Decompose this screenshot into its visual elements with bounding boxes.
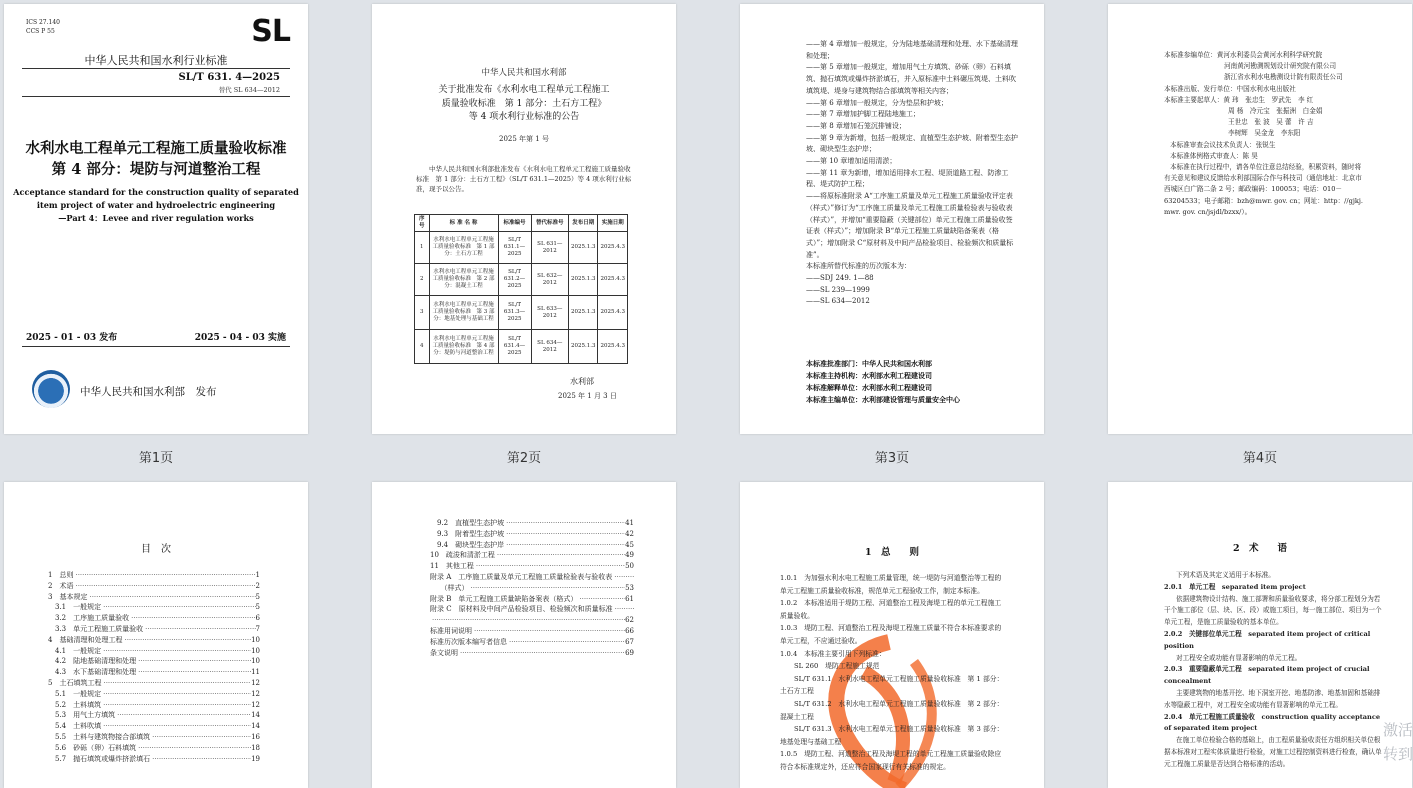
toc-entry-page: 67 — [625, 637, 634, 646]
toc-entry-title: 3.1 一般规定 — [48, 603, 102, 612]
toc-entry[interactable] — [48, 700, 260, 711]
page-label-4: 第4页 — [1242, 451, 1278, 466]
preface-line: ——第 6 章增加一般规定，分为垫层和护坡； — [806, 98, 948, 107]
toc-entry-title: 9.4 砌块型生态护岸 — [430, 540, 505, 549]
toc-entry-title: 5.3 用气土方填筑 — [48, 711, 116, 720]
info-line: 河南黄河勘测规划设计研究院有限公司 — [1224, 62, 1337, 71]
sl-logo: SL — [251, 14, 290, 49]
toc-entry[interactable] — [48, 743, 260, 754]
ccs-text: CCS P 55 — [26, 28, 55, 35]
toc-entry-title: 3 基本规定 — [48, 592, 88, 601]
preface-line: ——第 11 章为新增，增加适用排水工程、堤顶道路工程、防渗工程、堤式防护工程； — [806, 168, 1009, 189]
ann-title-3: 等 4 项水利行业标准的公告 — [468, 112, 580, 122]
clause: SL/T 631.3 水利水电工程单元工程施工质量验收标准 第 3 部分：地基处理与基础工程 — [780, 725, 1004, 746]
page-thumbnail-6[interactable] — [372, 482, 676, 788]
toc-entry-page: 10 — [251, 646, 260, 655]
divider — [22, 68, 290, 69]
toc-leader — [101, 700, 251, 711]
toc-leader — [150, 754, 251, 765]
toc-entry-title: 3.3 单元工程施工质量验收 — [48, 624, 144, 633]
clause: 1.0.2 本标准适用于堤防工程、河道整治工程及海堤工程的单元工程施工质量验收。 — [780, 599, 1002, 620]
table-cell: 水利水电工程单元工程施工质量验收标准 第 2 部分：混凝土工程 — [429, 264, 498, 296]
clause: 1.0.1 为加强水利水电工程施工质量管理，统一堤防与河道整治等工程的单元工程施工质量验收标准，规范单元工程验收工作，制定本标准。 — [780, 574, 1002, 595]
toc-entry[interactable] — [48, 754, 260, 765]
toc-entry-title: 标准用词说明 — [430, 626, 472, 635]
toc-entry[interactable] — [48, 656, 260, 667]
toc-entry-page: 69 — [625, 648, 634, 657]
toc-entry-title: 4 基础清理和处理工程 — [48, 635, 123, 644]
toc-entry[interactable] — [430, 518, 634, 529]
preface-line: ——SDJ 249. 1—88 — [806, 274, 874, 283]
replaces-code: 替代 SL 634—2012 — [218, 86, 280, 94]
table-cell: 水利水电工程单元工程施工质量验收标准 第 4 部分：堤防与河道整治工程 — [429, 330, 498, 364]
toc-entry[interactable] — [48, 624, 260, 635]
table-cell: 4 — [415, 330, 430, 364]
toc-leader — [136, 667, 251, 678]
toc-entry-title: 5.2 土料填筑 — [48, 700, 102, 709]
toc-entry-title: 3.2 工序施工质量验收 — [48, 614, 130, 623]
toc-leader — [472, 626, 625, 637]
toc-leader — [101, 689, 251, 700]
table-cell: 2025.4.3 — [598, 296, 628, 330]
preface-line: ——第 5 章增加一般规定，增加用气土方填筑、砂砾（卵）石料填筑、抛石填筑或爆炸挤淤填石，并入原标准中土料碾压筑堤、土料吹填筑堤、堤身与建筑物结合部填筑等相关内容； — [806, 63, 1016, 95]
clause: 1.0.4 本标准主要引用下列标准： — [780, 649, 886, 658]
toc-entry-page: 2 — [255, 581, 260, 590]
table-row — [415, 296, 628, 330]
toc-leader — [613, 604, 634, 615]
toc-entry-page: 5 — [255, 592, 260, 601]
table-cell: SL 634—2012 — [531, 330, 568, 364]
toc-entry-page: 5 — [255, 603, 260, 612]
table-header: 替代标准号 — [531, 215, 568, 232]
toc-entry-page: 14 — [251, 711, 260, 720]
announcement-title — [372, 84, 676, 125]
en-title-line-3: —Part 4：Levee and river regulation works — [58, 213, 254, 223]
preface-text — [806, 39, 1018, 308]
announcement-head: 中华人民共和国水利部 — [481, 68, 567, 78]
signature-date: 2025 年 1 月 3 日 — [558, 392, 617, 400]
table-of-contents-continued — [430, 518, 634, 658]
page-label-3: 第3页 — [874, 451, 910, 466]
toc-entry-title: 标准历次版本编写者信息 — [430, 637, 507, 646]
page-label-1: 第1页 — [138, 451, 174, 466]
publisher: 中华人民共和国水利部 发布 — [80, 386, 217, 398]
toc-entry-title: 11 其他工程 — [430, 562, 474, 571]
chapter-body — [780, 572, 1004, 774]
toc-entry[interactable] — [48, 570, 260, 581]
en-title-line-2: item project of water and hydroelectric engineering — [36, 200, 276, 210]
toc-entry-title: 附录 C 原材料及中间产品检验项目、检验频次和质量标准 — [430, 605, 613, 614]
toc-leader — [129, 613, 255, 624]
toc-entry-page: 50 — [625, 562, 634, 571]
table-cell: 2025.1.3 — [568, 264, 598, 296]
info-line: 本标准参编单位：黄河水利委员会黄河水利科学研究院 — [1164, 51, 1323, 59]
toc-entry-title: 5.6 砂砾（卵）石料填筑 — [48, 743, 137, 752]
table-cell: 2025.4.3 — [598, 232, 628, 264]
announcement-number: 2025 年第 1 号 — [499, 135, 549, 143]
toc-entry-page: 18 — [251, 743, 260, 752]
table-cell: SL 633—2012 — [531, 296, 568, 330]
table-cell: SL/T 631.4—2025 — [498, 330, 531, 364]
preface-line: ——SL 634—2012 — [806, 297, 870, 306]
info-line: 王世忠 张 波 吴 蕾 许 吉 — [1228, 118, 1314, 127]
toc-entry-page: 61 — [625, 594, 634, 603]
toc-entry[interactable] — [48, 602, 260, 613]
info-line: 周 杨 冷元宝 张振洲 白金娟 — [1228, 107, 1323, 116]
preface-line: ——第 9 章为新增，包括一般规定、直植型生态护坡、附着型生态护坡、砌块型生态护岸； — [806, 133, 1018, 154]
toc-entry-page: 6 — [255, 614, 260, 623]
toc-entry[interactable] — [48, 613, 260, 624]
toc-entry-title: 4.2 陆地基础清理和处理 — [48, 657, 137, 666]
clause: 主要建筑物的地基开挖、地下洞室开挖、地基防渗、地基加固和基础排水等隐蔽工程中，对工程安全或功能有显著影响的单元工程。 — [1164, 688, 1381, 709]
toc-entry[interactable] — [430, 561, 634, 572]
clause: 2.0.1 单元工程 separated item project — [1164, 582, 1306, 591]
toc-entry[interactable] — [430, 594, 634, 605]
table-cell: 2 — [415, 264, 430, 296]
english-title — [4, 186, 308, 225]
title-line-2: 第 4 部分：堤防与河道整治工程 — [51, 161, 261, 178]
info-line: 本标准主要起草人：黄 玮 张忠生 罗武先 李 红 — [1164, 95, 1314, 104]
toc-entry[interactable] — [430, 637, 634, 648]
toc-entry-page: 62 — [625, 616, 634, 625]
divider — [22, 346, 290, 347]
chapter-title: 1 总 则 — [864, 547, 920, 558]
clause: 2.0.3 重要隐蔽单元工程 separated item project of crucial concealment — [1164, 665, 1370, 686]
info-line: 李树辉 吴金龙 李东阳 — [1228, 129, 1301, 138]
toc-leader — [504, 518, 625, 529]
clause: 1.0.5 堤防工程、河道整治工程及海堤工程的单元工程施工质量验收除应符合本标准规定外，还应符合国家现行有关标准的规定。 — [780, 750, 1002, 771]
toc-entry-page: 49 — [625, 551, 634, 560]
toc-leader — [504, 540, 625, 551]
activation-watermark: 激活 转到 — [1383, 721, 1413, 763]
toc-entry-title: 5.7 抛石填筑或爆炸挤淤填石 — [48, 754, 151, 763]
page-thumbnail-5[interactable] — [4, 482, 308, 788]
footer-line: 本标准主编单位：水利部建设管理与质量安全中心 — [806, 395, 960, 404]
toc-entry-page: 14 — [251, 722, 260, 731]
table-cell: SL/T 631.2—2025 — [498, 264, 531, 296]
footer-line: 本标准主持机构：水利部水利工程建设司 — [806, 371, 932, 380]
toc-entry-page: 66 — [625, 626, 634, 635]
standard-code: SL/T 631. 4—2025 — [178, 72, 280, 83]
toc-leader — [136, 656, 251, 667]
clause: 下列术语及其定义适用于本标准。 — [1176, 571, 1275, 579]
table-header-row — [415, 215, 628, 232]
toc-entry[interactable] — [48, 592, 260, 603]
toc-entry-page: 45 — [625, 540, 634, 549]
toc-entry-title: 5 土石填筑工程 — [48, 678, 102, 687]
table-cell: 2025.4.3 — [598, 264, 628, 296]
chapter-body — [1164, 570, 1386, 771]
toc-entry[interactable] — [430, 529, 634, 540]
toc-leader — [507, 637, 625, 648]
page-thumbnail-4[interactable] — [1108, 4, 1412, 434]
toc-entry-title: 9.2 直植型生态护坡 — [430, 519, 505, 527]
table-row — [415, 232, 628, 264]
toc-entry-page: 1 — [255, 571, 260, 579]
ann-title-1: 关于批准发布《水利水电工程单元工程施工 — [438, 85, 610, 95]
toc-leader — [474, 561, 625, 572]
toc-leader — [458, 648, 625, 659]
divider — [22, 96, 290, 97]
toc-entry-title: 条文说明 — [430, 648, 458, 657]
clause: SL/T 631.1 水利水电工程单元工程施工质量验收标准 第 1 部分：土石方工程 — [780, 674, 1004, 696]
toc-entry[interactable] — [430, 550, 634, 561]
page-thumbnail-2[interactable] — [372, 4, 676, 434]
toc-leader — [101, 678, 251, 689]
info-line: 本标准在执行过程中，请各单位注意总结经验，积累资料，随时将有关意见和建议反馈给水利部国际合作与科技司（通信地址：北京市西城区白广路二条 2 号；邮政编码：100053；电话：010－63204533；电子邮箱：bzh@mwr. gov. cn；网址：http：//gjkj. mwr. gov. cn/jsjdl/bzxx/）。 — [1164, 163, 1364, 216]
table-cell: 2025.1.3 — [568, 232, 598, 264]
preface-line: ——第 8 章增加石笼沉排铺设； — [806, 121, 906, 130]
toc-leader — [495, 550, 625, 561]
preface-line: ——第 4 章增加一般规定，分为陆地基础清理和处理、水下基础清理和处理； — [806, 40, 1018, 60]
announcement-body: 中华人民共和国水利部批准发布《水利水电工程单元工程施工质量验收标准 第 1 部分：土石方工程》（SL/T 631.1—2025）等 4 项水利行业标准，现予以公告。 — [416, 165, 632, 193]
table-row — [415, 330, 628, 364]
industry-standard-title: 中华人民共和国水利行业标准 — [84, 54, 228, 67]
toc-leader — [122, 635, 251, 646]
toc-entry-title: 4.3 水下基础清理和处理 — [48, 668, 137, 677]
table-of-contents — [48, 570, 260, 764]
toc-entry-page: 16 — [251, 732, 260, 741]
ics-code — [26, 18, 60, 36]
toc-leader — [430, 615, 625, 626]
clause: 2.0.4 单元工程施工质量验收 construction quality acceptance of separated item project — [1164, 712, 1381, 733]
toc-entry-page: 12 — [251, 700, 260, 709]
footer-line: 本标准批准部门：中华人民共和国水利部 — [806, 359, 932, 368]
toc-leader — [612, 572, 634, 583]
preface-line: 本标准所替代标准的历次版本为： — [806, 262, 911, 271]
toc-entry[interactable] — [430, 572, 634, 583]
table-cell: 2025.1.3 — [568, 296, 598, 330]
clause: 对工程安全或功能有显著影响的单元工程。 — [1176, 653, 1302, 662]
release-date: 2025 - 01 - 03 发布 — [26, 333, 118, 343]
table-row — [415, 264, 628, 296]
toc-leader — [115, 710, 251, 721]
page-thumbnail-3[interactable] — [740, 4, 1044, 434]
toc-title: 目 次 — [141, 544, 171, 555]
toc-entry[interactable] — [48, 710, 260, 721]
toc-entry-page: 41 — [625, 519, 634, 527]
toc-entry[interactable] — [48, 646, 260, 657]
toc-entry[interactable] — [48, 721, 260, 732]
toc-entry-page: 12 — [251, 689, 260, 698]
toc-entry[interactable] — [48, 635, 260, 646]
footer-line: 本标准解释单位：水利部水利工程建设司 — [806, 383, 932, 392]
en-title-line-1: Acceptance standard for the construction quality of separated — [13, 187, 299, 197]
table-cell: 1 — [415, 232, 430, 264]
toc-entry[interactable] — [430, 648, 634, 659]
toc-leader — [577, 594, 625, 605]
table-cell: SL 632—2012 — [531, 264, 568, 296]
toc-leader — [150, 732, 251, 743]
implement-date: 2025 - 04 - 03 实施 — [194, 333, 286, 343]
table-header: 实施日期 — [598, 215, 628, 232]
table-header: 标准编号 — [498, 215, 531, 232]
info-line: 本标准体例格式审查人：陈 昊 — [1170, 151, 1258, 160]
title-line-1: 水利水电工程单元工程施工质量验收标准 — [25, 140, 287, 157]
toc-leader — [101, 646, 251, 657]
page-thumbnail-8[interactable] — [1108, 482, 1412, 788]
table-header: 序号 — [415, 215, 430, 232]
toc-leader — [136, 743, 251, 754]
table-cell: 3 — [415, 296, 430, 330]
info-line: 本标准出版、发行单位：中国水利水电出版社 — [1164, 84, 1296, 93]
toc-entry[interactable] — [48, 689, 260, 700]
toc-leader — [73, 581, 255, 592]
preface-line: ——第 7 章增加护脚工程陆地施工； — [806, 110, 920, 119]
info-line: 浙江省水利水电勘测设计院有限责任公司 — [1224, 73, 1343, 82]
table-cell: SL/T 631.3—2025 — [498, 296, 531, 330]
toc-entry-page: 10 — [251, 635, 260, 644]
ann-title-2: 质量验收标准 第 1 部分：土石方工程》 — [441, 98, 607, 109]
toc-entry-page: 53 — [625, 583, 634, 592]
preface-line: ——将原标准附录 A“工序施工质量及单元工程施工质量验收评定表（样式）”修订为“工序施工质量及单元工程施工质量检验表与验收表（样式）”，并增加“重要隐蔽（关键部位）单元工程施工质量验收签证表（样式）”；增加附录 B“单元工程施工质量缺陷备案表（格式）”；增加附录 C“原材料及中间产品检验项目、检验频次和质量标准”。 — [806, 192, 1014, 259]
page-thumbnail-7[interactable] — [740, 482, 1044, 788]
toc-entry-title: 4.1 一般规定 — [48, 646, 102, 655]
toc-entry-title: （样式） — [430, 583, 469, 592]
preface-line: ——SL 239—1999 — [806, 285, 870, 294]
toc-entry[interactable] — [48, 732, 260, 743]
preface-line: ——第 10 章增加适用清淤； — [806, 157, 897, 166]
toc-entry[interactable] — [430, 583, 634, 594]
toc-leader — [469, 583, 626, 594]
clause: SL 260 堤防工程施工规范 — [794, 662, 880, 671]
table-cell: 水利水电工程单元工程施工质量验收标准 第 1 部分：土石方工程 — [429, 232, 498, 264]
info-line: 本标准审查会议技术负责人：张锐生 — [1170, 140, 1276, 149]
toc-entry-title: 9.3 附着型生态护坡 — [430, 529, 505, 538]
toc-leader — [101, 602, 255, 613]
page-thumbnail-1[interactable] — [4, 4, 308, 434]
toc-entry-page: 11 — [251, 668, 260, 677]
table-cell: 水利水电工程单元工程施工质量验收标准 第 3 部分：地基处理与基础工程 — [429, 296, 498, 330]
clause: 依据建筑物设计结构、施工部署和质量验收要求，将分部工程划分为若干个施工部位（层、块、区、段）或施工项目，每一施工部位、项目为一个单元工程，是施工质量验收的基本单位。 — [1164, 594, 1382, 627]
toc-entry-title: 1 总则 — [48, 571, 74, 579]
clause: 2.0.2 关键部位单元工程 separated item project of critical position — [1164, 629, 1371, 650]
toc-entry[interactable] — [430, 615, 634, 626]
ics-text: ICS 27.140 — [26, 19, 60, 26]
toc-entry-title: 附录 B 单元工程施工质量缺陷备案表（格式） — [430, 594, 578, 603]
chinese-title — [4, 138, 308, 180]
toc-entry[interactable] — [430, 540, 634, 551]
toc-entry-title: 5.4 土料吹填 — [48, 722, 102, 731]
ministry-emblem — [32, 370, 70, 408]
toc-entry[interactable] — [430, 604, 634, 615]
toc-entry-page: 42 — [625, 529, 634, 538]
toc-entry-page: 10 — [251, 657, 260, 666]
toc-entry-page: 7 — [255, 624, 260, 633]
table-cell: 2025.1.3 — [568, 330, 598, 364]
toc-leader — [87, 592, 255, 603]
clause: SL/T 631.2 水利水电工程单元工程施工质量验收标准 第 2 部分：混凝土工程 — [780, 699, 1004, 721]
toc-entry-title: 5.5 土料与建筑物接合部填筑 — [48, 732, 151, 741]
standards-table — [414, 214, 628, 364]
toc-entry[interactable] — [48, 581, 260, 592]
toc-leader — [504, 529, 625, 540]
toc-leader — [73, 570, 255, 581]
table-cell: SL 631—2012 — [531, 232, 568, 264]
toc-entry-title: 2 术语 — [48, 581, 74, 590]
table-header: 发布日期 — [568, 215, 598, 232]
drafting-info — [1164, 50, 1364, 218]
toc-entry-title: 附录 A 工序施工质量及单元工程施工质量检验表与验收表 — [430, 572, 613, 581]
table-header: 标 准 名 称 — [429, 215, 498, 232]
toc-entry[interactable] — [48, 678, 260, 689]
preface-footer — [806, 358, 960, 406]
toc-entry-title: 10 疏浚和清淤工程 — [430, 551, 495, 560]
page-label-2: 第2页 — [506, 451, 542, 466]
toc-entry-page: 19 — [251, 754, 260, 763]
clause: 在施工单位检验合格的基础上，由工程质量验收责任方组织相关单位根据本标准对工程实体质量进行检验，对施工过程控制资料进行检查，确认单元工程施工质量是否达到合格标准的活动。 — [1164, 736, 1382, 768]
signature: 水利部 — [570, 377, 594, 386]
toc-entry-title: 5.1 一般规定 — [48, 689, 102, 698]
table-cell: SL/T 631.1—2025 — [498, 232, 531, 264]
toc-entry[interactable] — [430, 626, 634, 637]
table-cell: 2025.4.3 — [598, 330, 628, 364]
toc-entry[interactable] — [48, 667, 260, 678]
clause: 1.0.3 堤防工程、河道整治工程及海堤工程施工质量不符合本标准要求的单元工程，不应通过验收。 — [780, 624, 1002, 645]
chapter-title: 2 术 语 — [1232, 543, 1288, 554]
toc-leader — [143, 624, 255, 635]
toc-entry-page: 12 — [251, 678, 260, 687]
toc-leader — [101, 721, 251, 732]
